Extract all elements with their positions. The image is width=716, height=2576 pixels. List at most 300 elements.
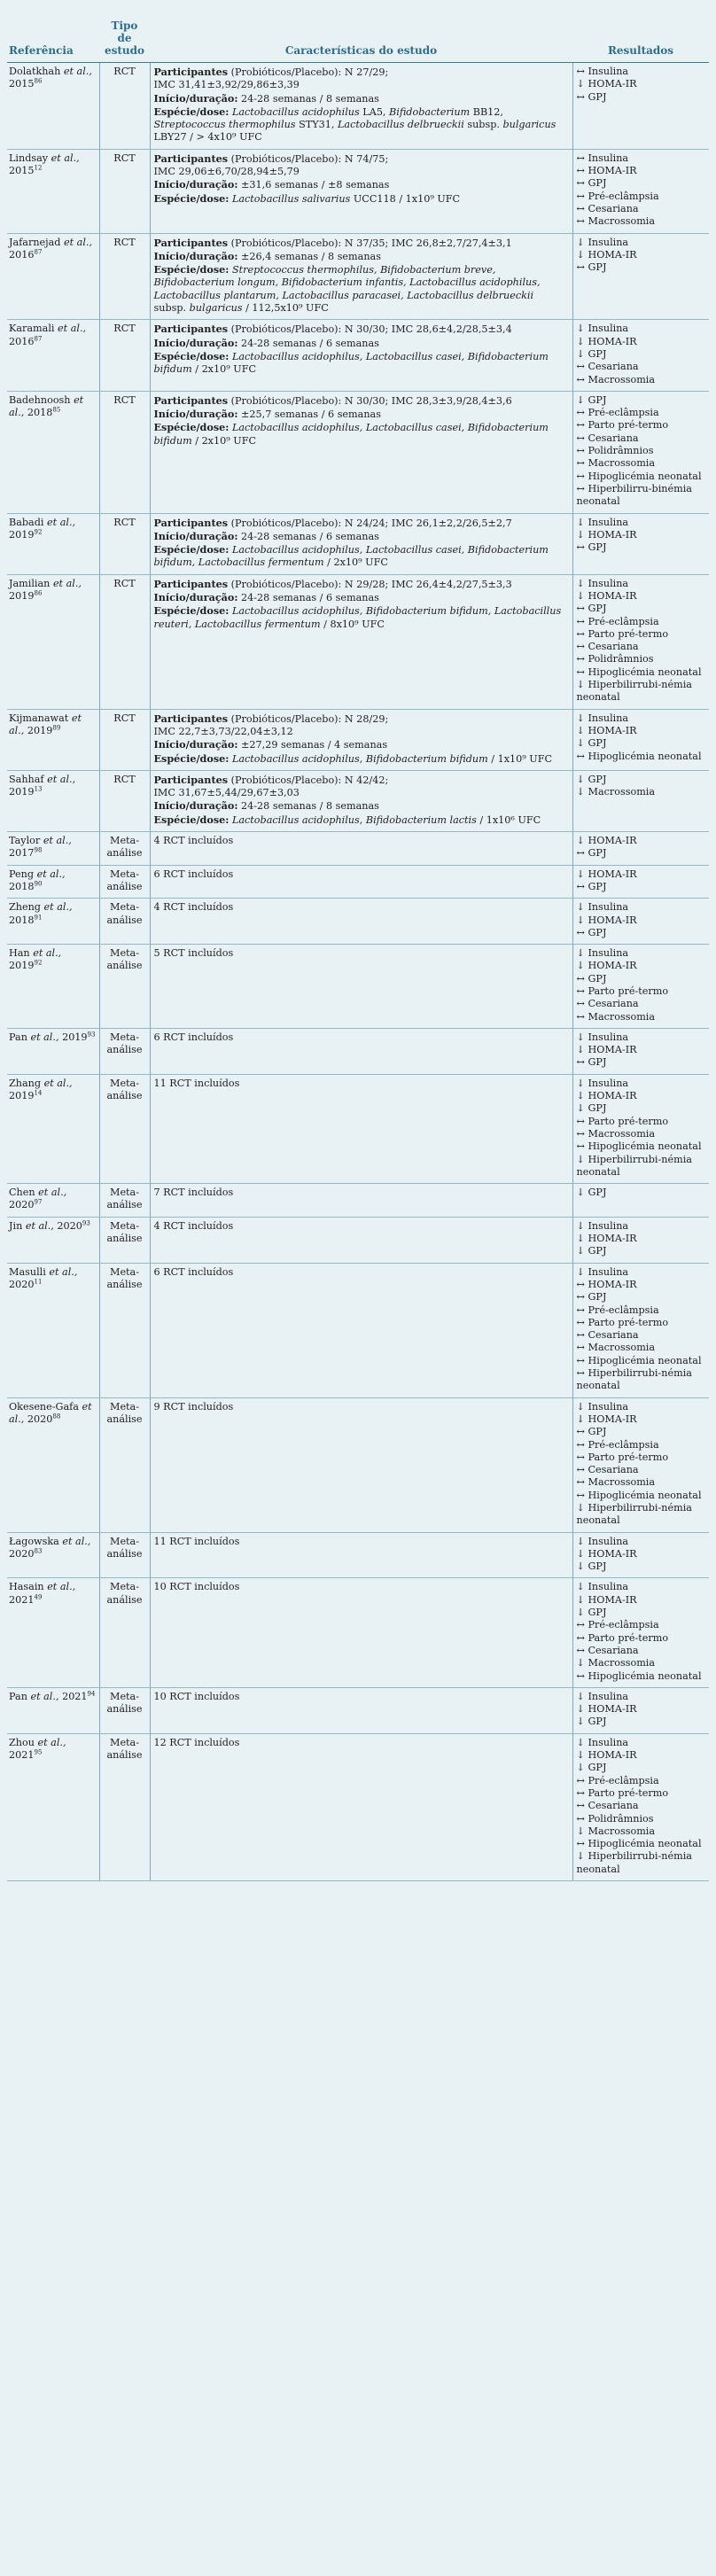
arrow-down-icon: ↓ xyxy=(576,78,585,90)
characteristic-line xyxy=(154,799,569,813)
cell-referencia xyxy=(7,1028,99,1074)
result-label: Insulina xyxy=(588,1077,629,1089)
text-segment: Participantes xyxy=(153,323,229,336)
cell-resultados xyxy=(572,149,709,233)
arrow-down-icon: ↓ xyxy=(576,1077,585,1089)
text-segment: 4 RCT incluídos xyxy=(153,901,234,914)
cell-referencia xyxy=(7,899,99,945)
table-row xyxy=(7,1397,709,1532)
result-item xyxy=(577,91,706,104)
result-item xyxy=(577,774,706,786)
result-item xyxy=(577,725,706,737)
text-segment: Início/duração: xyxy=(153,590,238,603)
result-label: GPJ xyxy=(588,773,607,785)
text-segment: ±27,29 semanas / 4 semanas xyxy=(237,739,388,751)
arrow-both-icon: ↔ xyxy=(576,1010,585,1023)
arrow-down-icon: ↓ xyxy=(576,914,585,926)
arrow-down-icon: ↓ xyxy=(576,1736,585,1748)
cell-caracteristicas xyxy=(150,574,572,709)
result-label: GPJ xyxy=(588,1187,607,1199)
cell-caracteristicas xyxy=(150,1184,572,1218)
result-label: Insulina xyxy=(588,1219,629,1232)
result-item xyxy=(577,1220,706,1233)
characteristic-line xyxy=(154,591,569,604)
arrow-both-icon: ↔ xyxy=(576,66,585,77)
arrow-down-icon: ↓ xyxy=(576,1703,585,1716)
et-al: et al., xyxy=(38,1187,67,1199)
result-item xyxy=(577,1355,706,1367)
arrow-both-icon: ↔ xyxy=(576,880,585,892)
result-label: GPJ xyxy=(588,177,607,190)
citation-number: 95 xyxy=(34,1748,43,1756)
characteristic-line xyxy=(154,152,569,166)
table-row xyxy=(7,1687,709,1733)
et-al: et al., xyxy=(9,1400,92,1425)
cell-caracteristicas xyxy=(150,320,572,391)
arrow-down-icon: ↓ xyxy=(576,1044,585,1056)
cell-referencia xyxy=(7,1687,99,1733)
characteristic-line xyxy=(154,337,569,350)
arrow-down-icon: ↓ xyxy=(576,589,585,602)
result-label: Pré-eclâmpsia xyxy=(588,615,659,627)
cell-caracteristicas xyxy=(150,1074,572,1183)
cell-referencia xyxy=(7,1578,99,1687)
cell-tipo: Meta-análise xyxy=(99,1263,150,1397)
characteristic-line xyxy=(154,1536,569,1548)
text-segment: Lactobacillus acidophilus, Lactobacillus casei, Bifidobacterium xyxy=(231,544,549,556)
citation-number: 98 xyxy=(34,846,43,854)
arrow-down-icon: ↓ xyxy=(576,712,585,724)
text-segment: Streptococcus thermophilus xyxy=(153,119,296,131)
result-item xyxy=(577,1490,706,1502)
cell-referencia xyxy=(7,1217,99,1263)
et-al: et al., xyxy=(51,152,80,164)
result-label: GPJ xyxy=(588,1607,607,1619)
result-item xyxy=(577,1291,706,1304)
cell-caracteristicas xyxy=(150,709,572,770)
reference-text: Lindsay et al., 2015$^{12}$ xyxy=(9,152,80,177)
text-segment: bifidum, Lactobacillus fermentum xyxy=(153,556,324,569)
cell-tipo: RCT xyxy=(99,233,150,320)
cell-tipo: RCT xyxy=(99,770,150,831)
cell-resultados xyxy=(572,574,709,709)
cell-tipo: RCT xyxy=(99,574,150,709)
result-label: Hiperbilirrubi-némia neonatal xyxy=(576,1153,692,1178)
arrow-down-icon: ↓ xyxy=(576,347,585,360)
characteristic-line xyxy=(154,250,569,263)
result-label: Cesariana xyxy=(588,1464,639,1476)
cell-caracteristicas xyxy=(150,899,572,945)
result-label: Hipoglicémia neonatal xyxy=(588,1489,702,1501)
result-label: HOMA-IR xyxy=(588,724,637,736)
citation-number: 94 xyxy=(87,1690,96,1698)
characteristic-line xyxy=(154,835,569,847)
table-row xyxy=(7,832,709,866)
result-label: Hipoglicémia neonatal xyxy=(588,470,702,482)
arrow-both-icon: ↔ xyxy=(576,470,585,482)
arrow-down-icon: ↓ xyxy=(576,1850,585,1863)
text-segment: reuteri, Lactobacillus fermentum xyxy=(153,618,321,630)
cell-referencia xyxy=(7,233,99,320)
result-item xyxy=(577,1787,706,1800)
table-row xyxy=(7,320,709,391)
citation-number: 92 xyxy=(34,959,43,967)
arrow-both-icon: ↔ xyxy=(576,361,585,373)
result-label: HOMA-IR xyxy=(588,914,637,926)
result-item xyxy=(577,628,706,641)
cell-resultados xyxy=(572,233,709,320)
text-segment: 6 RCT incluídos xyxy=(153,868,234,880)
result-item xyxy=(577,361,706,373)
result-item xyxy=(577,868,706,881)
characteristic-line xyxy=(154,947,569,960)
result-item xyxy=(577,1691,706,1703)
text-segment: 12 RCT incluídos xyxy=(153,1736,240,1748)
result-label: Insulina xyxy=(588,236,629,248)
text-segment: Bifidobacterium xyxy=(389,105,471,118)
arrow-both-icon: ↔ xyxy=(576,847,585,860)
characteristic-line xyxy=(154,350,569,363)
result-item xyxy=(577,1581,706,1593)
result-label: HOMA-IR xyxy=(588,868,637,880)
characteristic-line xyxy=(154,556,569,569)
result-item xyxy=(577,1279,706,1291)
result-item xyxy=(577,901,706,914)
result-item xyxy=(577,973,706,985)
reference-text: Zhou et al., 2021$^{95}$ xyxy=(9,1736,66,1762)
characteristic-line xyxy=(154,1401,569,1413)
characteristic-line xyxy=(154,901,569,914)
cell-caracteristicas xyxy=(150,945,572,1029)
result-label: GPJ xyxy=(588,1716,607,1728)
arrow-down-icon: ↓ xyxy=(576,679,585,691)
cell-tipo: RCT xyxy=(99,63,150,150)
result-item xyxy=(577,914,706,927)
arrow-both-icon: ↔ xyxy=(576,457,585,470)
table-row xyxy=(7,149,709,233)
text-segment: bifidum xyxy=(153,363,192,376)
result-label: HOMA-IR xyxy=(588,78,637,90)
et-al: et al., xyxy=(33,947,62,960)
citation-number: 92 xyxy=(34,528,43,536)
text-segment: LBY27 / > 4x10⁹ UFC xyxy=(153,131,262,144)
arrow-both-icon: ↔ xyxy=(576,1489,585,1501)
result-item xyxy=(577,881,706,893)
cell-tipo: Meta-análise xyxy=(99,1397,150,1532)
result-item xyxy=(577,1607,706,1619)
cell-referencia xyxy=(7,832,99,866)
arrow-both-icon: ↔ xyxy=(576,1278,585,1290)
result-label: Macrossomia xyxy=(588,373,656,385)
result-label: GPJ xyxy=(588,90,607,103)
text-segment: 11 RCT incluídos xyxy=(153,1077,240,1089)
result-item xyxy=(577,947,706,960)
arrow-both-icon: ↔ xyxy=(576,1464,585,1476)
cell-referencia xyxy=(7,574,99,709)
result-label: HOMA-IR xyxy=(588,335,637,347)
result-label: Polidrâmnios xyxy=(588,1812,654,1825)
result-label: Insulina xyxy=(588,516,629,528)
et-al: et al., xyxy=(47,773,76,785)
arrow-both-icon: ↔ xyxy=(576,1476,585,1489)
arrow-down-icon: ↓ xyxy=(576,1501,585,1514)
characteristic-line xyxy=(154,192,569,206)
result-item xyxy=(577,1140,706,1153)
citation-number: 88 xyxy=(52,1413,61,1420)
characteristic-line xyxy=(154,868,569,881)
result-label: Insulina xyxy=(588,1736,629,1748)
cell-caracteristicas xyxy=(150,1687,572,1733)
text-segment: Bifidobacterium longum, Bifidobacterium infantis, Lactobacillus acidophilus, xyxy=(153,276,541,289)
table-row xyxy=(7,391,709,513)
result-label: GPJ xyxy=(588,1426,607,1438)
result-label: HOMA-IR xyxy=(588,528,637,541)
text-segment: 11 RCT incluídos xyxy=(153,1535,240,1547)
result-item xyxy=(577,1825,706,1838)
result-item xyxy=(577,261,706,274)
result-item xyxy=(577,1011,706,1023)
cell-caracteristicas xyxy=(150,1578,572,1687)
text-segment: Lactobacillus acidophilus, Lactobacillus casei, Bifidobacterium xyxy=(231,422,549,434)
cell-tipo: RCT xyxy=(99,709,150,770)
arrow-both-icon: ↔ xyxy=(576,1619,585,1631)
cell-resultados xyxy=(572,1028,709,1074)
result-label: Cesariana xyxy=(588,1644,639,1656)
result-item xyxy=(577,1775,706,1787)
result-item xyxy=(577,66,706,78)
cell-resultados xyxy=(572,1217,709,1263)
et-al: et al., xyxy=(63,66,92,77)
result-item xyxy=(577,203,706,215)
cell-tipo: Meta-análise xyxy=(99,865,150,899)
result-label: Insulina xyxy=(588,1265,629,1278)
reference-text: Jin et al., 2020$^{93}$ xyxy=(9,1219,90,1232)
arrow-both-icon: ↔ xyxy=(576,445,585,457)
result-item xyxy=(577,374,706,386)
text-segment: 4 RCT incluídos xyxy=(153,835,234,847)
arrow-down-icon: ↓ xyxy=(576,1187,585,1199)
result-label: GPJ xyxy=(588,926,607,938)
result-label: Parto pré-termo xyxy=(588,627,669,640)
text-segment: subsp. xyxy=(153,302,190,315)
text-segment: Espécie/dose: xyxy=(153,263,230,276)
et-al: et al., xyxy=(62,1535,91,1547)
characteristic-line xyxy=(154,543,569,556)
result-label: GPJ xyxy=(588,847,607,860)
result-label: Hiperbilirrubi-némia neonatal xyxy=(576,1501,692,1527)
table-row xyxy=(7,513,709,574)
text-segment: Participantes xyxy=(153,516,229,529)
text-segment: Lactobacillus acidophilus, Bifidobacterium bifidum xyxy=(231,752,488,765)
cell-referencia xyxy=(7,513,99,574)
characteristic-line xyxy=(154,604,569,618)
result-label: HOMA-IR xyxy=(588,835,637,847)
citation-number: 97 xyxy=(34,1198,43,1206)
table-row xyxy=(7,1733,709,1880)
result-item xyxy=(577,541,706,554)
arrow-both-icon: ↔ xyxy=(576,190,585,202)
result-item xyxy=(577,1116,706,1128)
text-segment: Início/duração: xyxy=(153,408,238,421)
arrow-both-icon: ↔ xyxy=(576,432,585,444)
characteristic-line xyxy=(154,619,569,631)
result-item xyxy=(577,407,706,419)
characteristic-line xyxy=(154,131,569,144)
result-item xyxy=(577,1657,706,1669)
cell-tipo: Meta-análise xyxy=(99,1217,150,1263)
text-segment: 5 RCT incluídos xyxy=(153,947,234,960)
text-segment: (Probióticos/Placebo): N 28/29; xyxy=(228,712,389,725)
result-label: GPJ xyxy=(588,347,607,360)
result-item xyxy=(577,751,706,763)
result-item xyxy=(577,1536,706,1548)
arrow-both-icon: ↔ xyxy=(576,1367,585,1380)
result-item xyxy=(577,78,706,90)
result-label: GPJ xyxy=(588,972,607,984)
result-item xyxy=(577,712,706,725)
table-row xyxy=(7,1184,709,1218)
result-label: Insulina xyxy=(588,1031,629,1043)
arrow-both-icon: ↔ xyxy=(576,641,585,653)
result-label: GPJ xyxy=(588,1291,607,1304)
text-segment: / 2x10⁹ UFC xyxy=(191,363,257,376)
et-al: et al., xyxy=(43,1077,73,1089)
arrow-both-icon: ↔ xyxy=(576,1644,585,1656)
text-segment: 6 RCT incluídos xyxy=(153,1031,234,1043)
result-item xyxy=(577,847,706,860)
text-segment: / 112,5x10⁹ UFC xyxy=(242,302,329,315)
arrow-down-icon: ↓ xyxy=(576,1762,585,1774)
cell-resultados xyxy=(572,1532,709,1578)
table-row xyxy=(7,1074,709,1183)
arrow-both-icon: ↔ xyxy=(576,1438,585,1451)
result-label: GPJ xyxy=(588,737,607,750)
result-label: Cesariana xyxy=(588,361,639,373)
result-label: Polidrâmnios xyxy=(588,445,654,457)
arrow-both-icon: ↔ xyxy=(576,1316,585,1328)
cell-resultados xyxy=(572,709,709,770)
text-segment: STY31, xyxy=(295,119,338,131)
text-segment: Participantes xyxy=(153,393,229,407)
characteristic-line xyxy=(154,105,569,119)
result-label: Hipoglicémia neonatal xyxy=(588,750,702,762)
result-label: Cesariana xyxy=(588,1329,639,1342)
result-item xyxy=(577,152,706,165)
characteristic-line xyxy=(154,1031,569,1044)
text-segment: Espécie/dose: xyxy=(153,191,230,205)
characteristic-line xyxy=(154,263,569,276)
result-label: HOMA-IR xyxy=(588,1749,637,1762)
result-label: HOMA-IR xyxy=(588,1593,637,1606)
text-segment: Início/duração: xyxy=(153,91,238,105)
text-segment: Espécie/dose: xyxy=(153,105,230,118)
result-item xyxy=(577,1401,706,1413)
result-label: Parto pré-termo xyxy=(588,419,669,432)
characteristic-line xyxy=(154,738,569,751)
result-item xyxy=(577,249,706,261)
arrow-both-icon: ↔ xyxy=(576,261,585,274)
characteristic-line xyxy=(154,813,569,827)
text-segment: 6 RCT incluídos xyxy=(153,1265,234,1278)
characteristic-line xyxy=(154,79,569,91)
text-segment: Início/duração: xyxy=(153,529,238,542)
text-segment: 24-28 semanas / 6 semanas xyxy=(237,337,379,349)
result-item xyxy=(577,616,706,628)
et-al: et al., xyxy=(37,1736,66,1748)
arrow-down-icon: ↓ xyxy=(576,1031,585,1043)
arrow-down-icon: ↓ xyxy=(576,1825,585,1837)
cell-referencia xyxy=(7,770,99,831)
cell-referencia xyxy=(7,945,99,1029)
text-segment: 24-28 semanas / 8 semanas xyxy=(237,800,379,813)
table-body xyxy=(7,63,709,1881)
text-segment: (Probióticos/Placebo): N 27/29; xyxy=(228,66,389,78)
arrow-down-icon: ↓ xyxy=(576,393,585,406)
result-label: Insulina xyxy=(588,947,629,960)
result-label: Macrossomia xyxy=(588,457,656,470)
result-label: Cesariana xyxy=(588,641,639,653)
arrow-down-icon: ↓ xyxy=(576,1245,585,1257)
characteristic-line xyxy=(154,1691,569,1703)
result-item xyxy=(577,1245,706,1257)
et-al: et al., xyxy=(25,1219,54,1232)
cell-caracteristicas xyxy=(150,233,572,320)
characteristic-line xyxy=(154,394,569,408)
arrow-both-icon: ↔ xyxy=(576,1669,585,1682)
result-item xyxy=(577,1044,706,1056)
cell-referencia xyxy=(7,1733,99,1880)
characteristic-line xyxy=(154,323,569,336)
characteristic-line xyxy=(154,166,569,178)
characteristic-line xyxy=(154,66,569,79)
reference-text: Jafarnejad et al., 2016$^{87}$ xyxy=(9,236,93,261)
result-label: GPJ xyxy=(588,1102,607,1115)
cell-tipo: Meta-análise xyxy=(99,1532,150,1578)
result-label: Macrossomia xyxy=(588,1476,656,1489)
cell-resultados xyxy=(572,1733,709,1880)
text-segment: Participantes xyxy=(153,66,229,78)
cell-resultados xyxy=(572,1074,709,1183)
result-item xyxy=(577,590,706,603)
result-label: HOMA-IR xyxy=(588,1547,637,1560)
result-item xyxy=(577,1762,706,1774)
result-item xyxy=(577,1304,706,1317)
result-label: HOMA-IR xyxy=(588,165,637,177)
text-segment: 10 RCT incluídos xyxy=(153,1581,240,1593)
characteristic-line xyxy=(154,421,569,434)
result-label: Insulina xyxy=(588,323,629,335)
result-label: HOMA-IR xyxy=(588,589,637,602)
arrow-down-icon: ↓ xyxy=(576,1581,585,1593)
result-item xyxy=(577,237,706,249)
table-row xyxy=(7,63,709,150)
result-label: Insulina xyxy=(588,1690,629,1702)
table-header xyxy=(7,16,709,63)
arrow-both-icon: ↔ xyxy=(576,926,585,938)
result-item xyxy=(577,483,706,509)
result-label: Pré-eclâmpsia xyxy=(588,1619,659,1631)
arrow-down-icon: ↓ xyxy=(576,1153,585,1165)
arrow-down-icon: ↓ xyxy=(576,1535,585,1547)
cell-tipo: RCT xyxy=(99,149,150,233)
arrow-down-icon: ↓ xyxy=(576,835,585,847)
text-segment: IMC 31,41±3,92/29,86±3,39 xyxy=(153,79,300,91)
characteristic-line xyxy=(154,726,569,738)
text-segment: (Probióticos/Placebo): N 74/75; xyxy=(228,152,389,165)
result-item xyxy=(577,666,706,679)
table-row xyxy=(7,574,709,709)
cell-caracteristicas xyxy=(150,865,572,899)
